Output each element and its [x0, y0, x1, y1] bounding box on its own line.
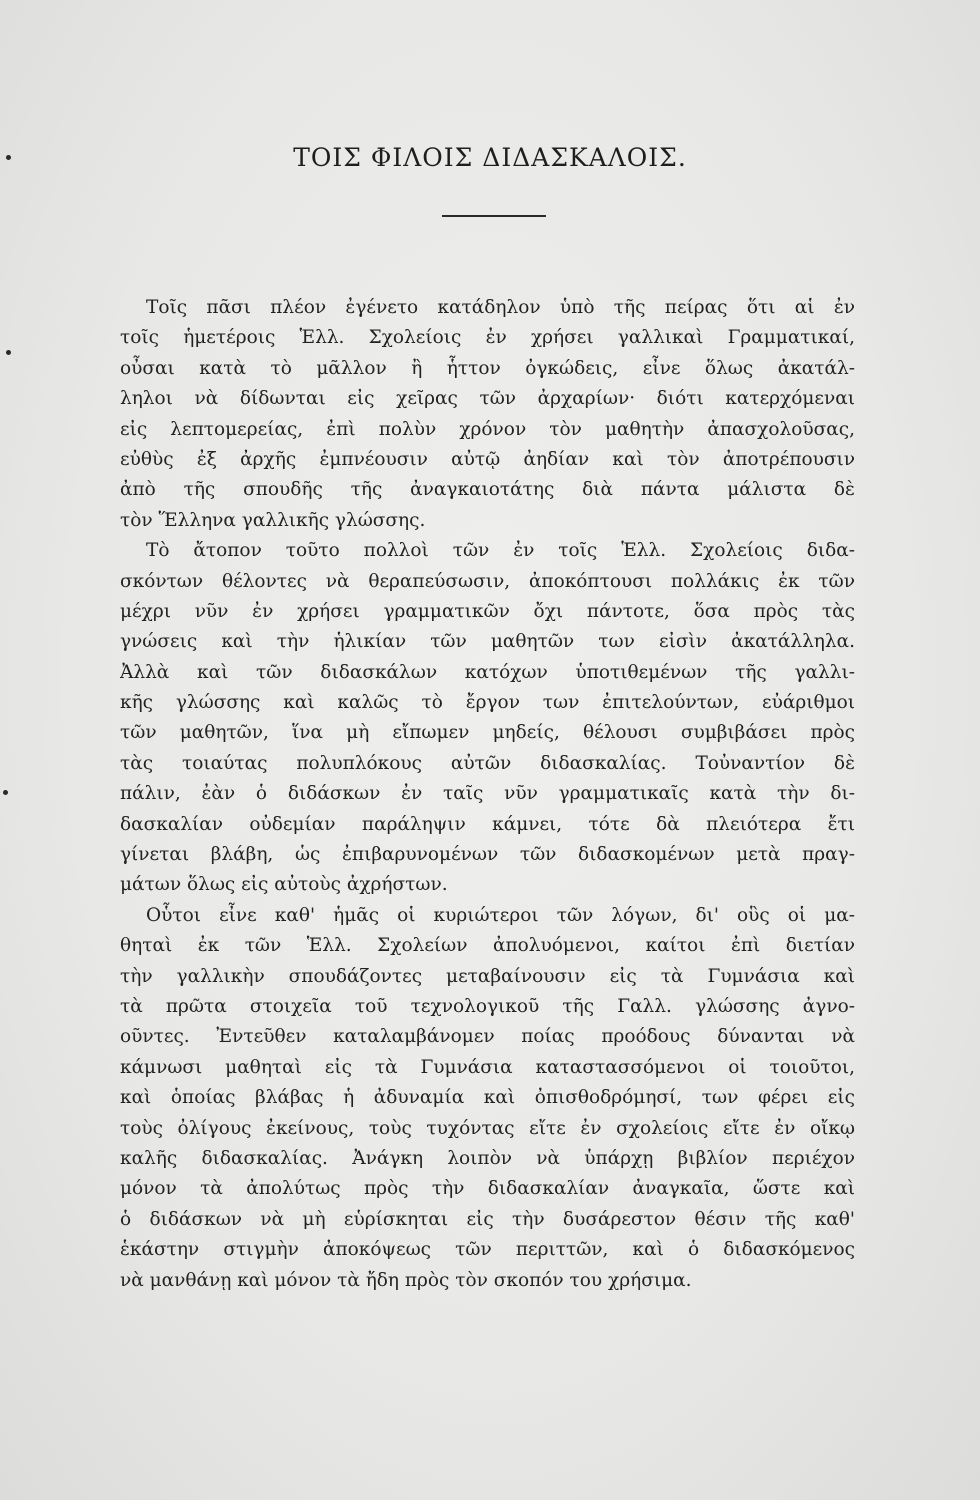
text-line: τὰ πρῶτα στοιχεῖα τοῦ τεχνολογικοῦ τῆς Γαλλ. γλώσσης ἀγνο- — [120, 995, 855, 1017]
text-line: τὴν γαλλικὴν σπουδάζοντες μεταβαίνουσιν εἰς τὰ Γυμνάσια καὶ — [120, 965, 855, 987]
text-line: οὖσαι κατὰ τὸ μᾶλλον ἢ ἧττον ὀγκώδεις, εἶνε ὅλως ἀκατάλ- — [120, 357, 855, 379]
text-line: τοῖς ἡμετέροις Ἑλλ. Σχολείοις ἐν χρήσει γαλλικαὶ Γραμματικαί, — [120, 327, 855, 349]
text-line: κῆς γλώσσης καὶ καλῶς τὸ ἔργον των ἐπιτελούντων, εὐάριθμοι — [120, 692, 855, 714]
text-line: νὰ μανθάνῃ καὶ μόνον τὰ ἤδη πρὸς τὸν σκοπόν του χρήσιμα. — [120, 1269, 692, 1291]
margin-speck — [3, 790, 8, 795]
text-line: ἀπὸ τῆς σπουδῆς τῆς ἀναγκαιοτάτης διὰ πάντα μάλιστα δὲ — [120, 479, 855, 501]
text-line: ληλοι νὰ δίδωνται εἰς χεῖρας τῶν ἀρχαρίων· διότι κατερχόμεναι — [120, 388, 855, 410]
text-line: εὐθὺς ἐξ ἀρχῆς ἐμπνέουσιν αὐτῷ ἀηδίαν καὶ τὸν ἀποτρέπουσιν — [120, 448, 855, 470]
text-line: Ἀλλὰ καὶ τῶν διδασκάλων κατόχων ὑποτιθεμένων τῆς γαλλι- — [120, 661, 855, 683]
text-line: σκόντων θέλοντες νὰ θεραπεύσωσιν, ἀποκόπτουσι πολλάκις ἐκ τῶν — [120, 570, 855, 592]
paragraph-1 — [120, 293, 855, 536]
text-line: δασκαλίαν οὐδεμίαν παράληψιν κάμνει, τότε δὰ πλειότερα ἔτι — [120, 813, 855, 835]
text-line: καλῆς διδασκαλίας. Ἀνάγκη λοιπὸν νὰ ὑπάρχῃ βιβλίον περιέχον — [120, 1147, 855, 1169]
text-line: καὶ ὁποίας βλάβας ἡ ἀδυναμία καὶ ὀπισθοδρόμησί, των φέρει εἰς — [120, 1087, 855, 1109]
text-line: Οὗτοι εἶνε καθ' ἡμᾶς οἱ κυριώτεροι τῶν λόγων, δι' οὓς οἱ μα- — [146, 904, 855, 926]
text-line: τὰς τοιαύτας πολυπλόκους αὐτῶν διδασκαλίας. Τοὐναντίον δὲ — [120, 752, 855, 774]
text-line: Τοῖς πᾶσι πλέον ἐγένετο κατάδηλον ὑπὸ τῆς πείρας ὅτι αἱ ἐν — [146, 297, 855, 318]
text-line: θηταὶ ἐκ τῶν Ἑλλ. Σχολείων ἀπολυόμενοι, καίτοι ἐπὶ διετίαν — [120, 935, 855, 957]
text-line: μόνον τὰ ἀπολύτως πρὸς τὴν διδασκαλίαν ἀναγκαῖα, ὥστε καὶ — [120, 1178, 855, 1200]
body-text — [120, 293, 855, 1296]
text-line: ὁ διδάσκων νὰ μὴ εὑρίσκηται εἰς τὴν δυσάρεστον θέσιν τῆς καθ' — [120, 1208, 855, 1230]
text-line: πάλιν, ἐὰν ὁ διδάσκων ἐν ταῖς νῦν γραμματικαῖς κατὰ τὴν δι- — [120, 783, 855, 805]
text-line: μάτων ὅλως εἰς αὐτοὺς ἀχρήστων. — [120, 874, 448, 896]
paragraph-2 — [120, 536, 855, 901]
text-line: τῶν μαθητῶν, ἵνα μὴ εἴπωμεν μηδείς, θέλουσι συμβιβάσει πρὸς — [120, 722, 855, 744]
margin-speck — [6, 350, 11, 355]
paragraph-3 — [120, 901, 855, 1296]
text-line: μέχρι νῦν ἐν χρήσει γραμματικῶν ὄχι πάντοτε, ὅσα πρὸς τὰς — [120, 600, 855, 622]
text-line: Τὸ ἄτοπον τοῦτο πολλοὶ τῶν ἐν τοῖς Ἑλλ. Σχολείοις διδα- — [146, 540, 855, 562]
text-line: ἑκάστην στιγμὴν ἀποκόψεως τῶν περιττῶν, καὶ ὁ διδασκόμενος — [120, 1239, 855, 1261]
text-line: γνώσεις καὶ τὴν ἡλικίαν τῶν μαθητῶν των εἰσὶν ἀκατάλληλα. — [120, 631, 855, 653]
text-line: οῦντες. Ἐντεῦθεν καταλαμβάνομεν ποίας προόδους δύνανται νὰ — [120, 1026, 855, 1048]
heading-rule — [442, 215, 546, 217]
text-line: τοὺς ὀλίγους ἐκείνους, τοὺς τυχόντας εἴτε ἐν σχολείοις εἴτε ἐν οἴκῳ — [120, 1117, 855, 1139]
text-line: τὸν Ἕλληνα γαλλικῆς γλώσσης. — [120, 509, 426, 531]
page-heading: ΤΟΙΣ ΦΙΛΟΙΣ ΔΙΔΑΣΚΑΛΟΙΣ. — [293, 143, 687, 172]
text-line: γίνεται βλάβη, ὡς ἐπιβαρυνομένων τῶν διδασκομένων μετὰ πραγ- — [120, 844, 855, 866]
text-line: κάμνωσι μαθηταὶ εἰς τὰ Γυμνάσια καταστασσόμενοι οἱ τοιοῦτοι, — [120, 1056, 855, 1078]
text-line: εἰς λεπτομερείας, ἐπὶ πολὺν χρόνον τὸν μαθητὴν ἀπασχολοῦσας, — [120, 418, 855, 440]
